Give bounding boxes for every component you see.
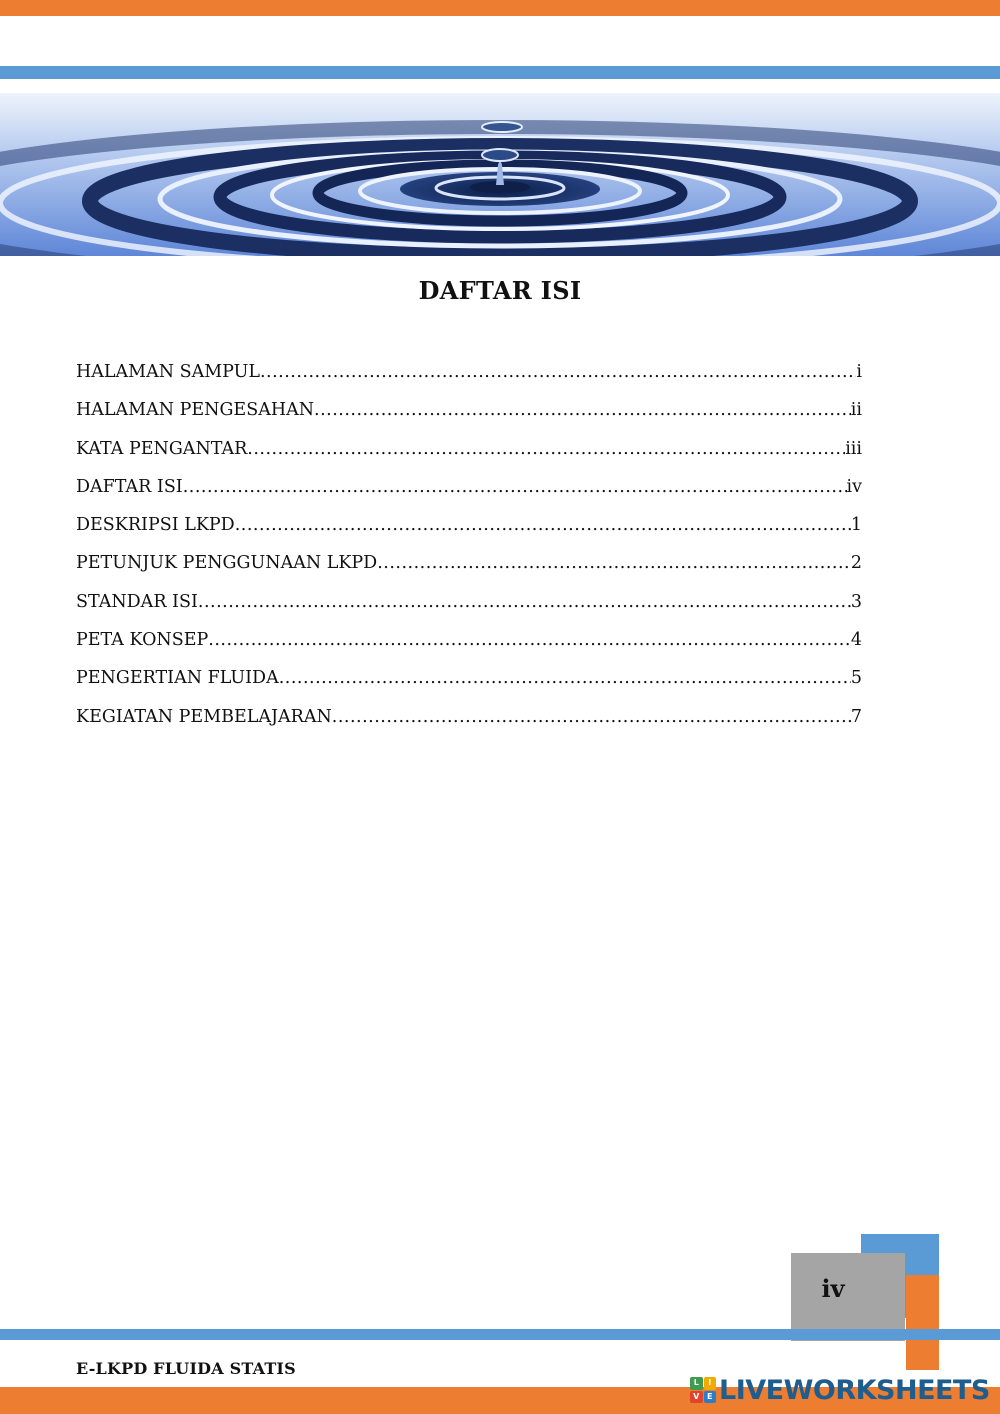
toc-entry[interactable]	[76, 630, 862, 668]
page-title: DAFTAR ISI	[418, 276, 582, 305]
toc-entry-page: ii	[850, 400, 862, 421]
toc-entry[interactable]	[76, 400, 862, 438]
toc-entry-page: 5	[850, 668, 862, 689]
footer-title: E-LKPD FLUIDA STATIS	[76, 1359, 296, 1378]
toc-entry-label: PENGERTIAN FLUIDA	[76, 668, 279, 689]
toc-dot-leader	[314, 400, 851, 420]
toc-entry[interactable]	[76, 477, 862, 515]
toc-entry-label: HALAMAN PENGESAHAN	[76, 400, 315, 421]
toc-entry-page: iv	[846, 476, 862, 497]
toc-dot-leader	[377, 553, 851, 573]
toc-entry[interactable]	[76, 668, 862, 706]
decor-orange-bar	[906, 1275, 939, 1370]
logo-letter: V	[690, 1391, 703, 1404]
bottom-blue-stripe	[0, 1329, 1000, 1340]
toc-entry-page: 7	[850, 706, 862, 727]
toc-entry-label: DESKRIPSI LKPD	[76, 515, 235, 536]
top-orange-stripe	[0, 0, 1000, 16]
toc-entry[interactable]	[76, 707, 862, 745]
toc-dot-leader	[208, 630, 851, 650]
toc-entry[interactable]	[76, 592, 862, 630]
toc-entry-page: 3	[850, 591, 862, 612]
toc-dot-leader	[279, 668, 851, 688]
toc-entry-label: DAFTAR ISI	[76, 476, 183, 497]
table-of-contents	[76, 362, 862, 745]
toc-entry-page: iii	[845, 438, 862, 459]
toc-entry-page: i	[856, 362, 862, 382]
toc-entry-label: KATA PENGANTAR	[76, 438, 248, 459]
toc-dot-leader	[260, 362, 856, 382]
water-drop-ripples-image	[0, 93, 1000, 256]
toc-dot-leader	[332, 707, 851, 727]
toc-entry-page: 2	[850, 553, 862, 574]
liveworksheets-logo-icon	[690, 1377, 716, 1403]
toc-entry-label: PETA KONSEP	[76, 630, 209, 651]
liveworksheets-watermark[interactable]	[690, 1372, 990, 1408]
logo-letter: L	[690, 1377, 703, 1390]
toc-entry-label: HALAMAN SAMPUL	[76, 362, 260, 382]
page-number: iv	[821, 1274, 845, 1303]
toc-entry-page: 4	[850, 630, 862, 651]
logo-letter: E	[704, 1391, 717, 1404]
toc-entry[interactable]	[76, 553, 862, 591]
toc-dot-leader	[183, 477, 847, 497]
toc-entry-label: PETUNJUK PENGGUNAAN LKPD	[76, 553, 378, 574]
toc-entry-page: 1	[850, 515, 862, 536]
toc-entry[interactable]	[76, 439, 862, 477]
toc-entry-label: KEGIATAN PEMBELAJARAN	[76, 706, 332, 727]
liveworksheets-wordmark: LIVEWORKSHEETS	[719, 1374, 990, 1406]
toc-dot-leader	[198, 592, 851, 612]
toc-dot-leader	[235, 515, 851, 535]
top-blue-stripe	[0, 66, 1000, 79]
logo-letter: I	[704, 1377, 717, 1390]
toc-entry[interactable]	[76, 362, 862, 400]
toc-entry-label: STANDAR ISI	[76, 591, 198, 612]
toc-entry[interactable]	[76, 515, 862, 553]
toc-dot-leader	[247, 439, 845, 459]
